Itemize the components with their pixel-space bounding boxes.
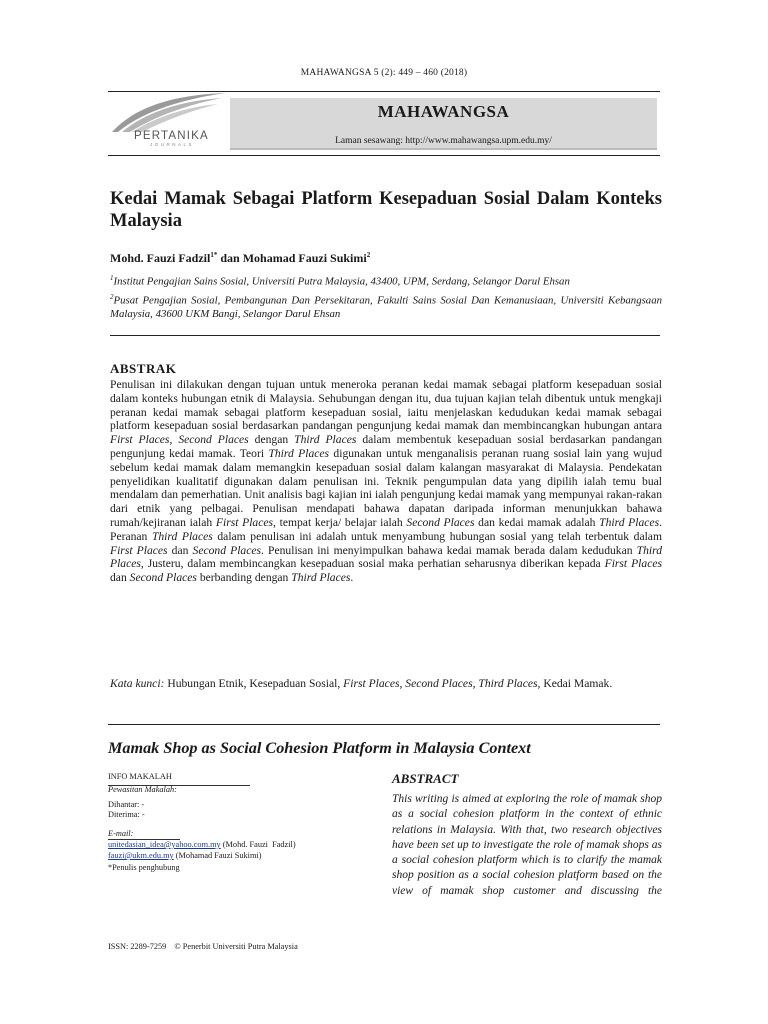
abstrak-segment: dengan (248, 433, 295, 447)
abstrak-body (110, 378, 662, 585)
diterima-date: Diterima: - (108, 810, 145, 819)
logo-wordmark: PERTANIKA (134, 130, 209, 142)
kata-kunci-segment: , (472, 677, 479, 690)
header-bottom-rule (108, 155, 660, 156)
abstrak-segment: Third Places (151, 529, 213, 543)
abstrak-segment: Second Places (129, 571, 197, 585)
abstrak-segment: . (350, 571, 354, 585)
journal-website: Laman sesawang: http://www.mahawangsa.upm.edu.my/ (335, 136, 552, 146)
abstrak-segment: Third Places (291, 571, 351, 585)
affiliation-1 (110, 272, 662, 289)
abstrak-segment: First Places (110, 543, 168, 557)
author-2-mark: 2 (366, 251, 371, 259)
info-heading: INFO MAKALAH (108, 772, 172, 781)
abstrak-segment: dalam penulisan ini adalah untuk menyambung hubungan sosial yang telah terbentuk dalam (212, 529, 662, 543)
author-connector: dan (217, 251, 243, 265)
email-link-2[interactable]: fauzi@ukm.edu.my (108, 851, 174, 860)
footer (108, 942, 298, 951)
abstrak-segment: . Penulisan ini menyimpulkan bahawa kedai mamak berada dalam kedudukan (261, 543, 637, 557)
abstrak-segment: dan kedai mamak adalah (474, 515, 600, 529)
author-1: Mohd. Fauzi Fadzil (110, 251, 211, 265)
kata-kunci-segment: Third Places (478, 677, 538, 690)
abstrak-segment: digunakan untuk menganalisis peranan ruang sosial lain yang wujud sebelum kedai mamak dalam memangkin kesepaduan sosial dalam kalangan masyarakat di Malaysia. Pendekatan penyelidikan kualitatif digunakan dalam penulisan ini. Teknik pengumpulan data yang dipilih ialah temu bual mendalam dan pemerhatian. Unit analisis bagi kajian ini ialah pengunjung kedai mamak yang mempunyai rakan-rakan dari etnik yang pelbagai. Penulisan mendapati bahawa dapatan daripada informan menunjukkan bahawa rumah/kejiranan ialah (110, 446, 662, 529)
dihantar-date: Dihantar: - (108, 800, 145, 809)
email-link-1[interactable]: unitedasian_idea@yahoo.com.my (108, 840, 221, 849)
abstrak-segment: First Places (110, 433, 170, 447)
author-1-mark: 1* (210, 251, 218, 259)
abstrak-segment: , (169, 433, 179, 447)
affiliation-2 (110, 291, 662, 322)
kata-kunci-segment: Hubungan Etnik, Kesepaduan Sosial, (164, 677, 344, 690)
abstrak-segment: , Justeru, dalam membincangkan kesepaduan sosial maka perhatian seharusnya diberikan kepada (140, 557, 605, 571)
abstrak-heading: ABSTRAK (110, 361, 177, 376)
abstrak-segment: First Places (215, 515, 274, 529)
abstrak-segment: Second Places (406, 515, 475, 529)
abstrak-segment: Second Places (178, 433, 249, 447)
author-2: Mohamad Fauzi Sukimi (242, 251, 367, 265)
affiliation-2-text: Pusat Pengajian Sosial, Pembangunan Dan Persekitaran, Fakulti Sains Sosial Dan Kemanusiaan, Universiti Kebangsaan Malaysia, 43600 UKM Bangi, Selangor Darul Ehsan (110, 294, 662, 321)
email-entry-1 (108, 840, 296, 851)
kata-kunci-label: Kata kunci: (110, 677, 165, 690)
copyright: © Penerbit Universiti Putra Malaysia (174, 942, 298, 951)
affiliation-rule (110, 335, 660, 336)
abstrak-segment: Third Places (599, 515, 660, 529)
abstract-body: This writing is aimed at exploring the role of mamak shop as a social cohesion platform in the context of ethnic relations in Malaysia. With that, two research objectives have been set up to investigate the role of mamak shops as a social cohesion platform which is to clarify the mamak shop position as a social cohesion platform based on the view of mamak shop customer and discussing the (392, 793, 662, 897)
keywords-rule (108, 724, 660, 725)
abstrak-segment: dalam membentuk kesepaduan sosial berdasarkan pandangan pengunjung kedai mamak. Teori (110, 433, 663, 460)
journal-citation: MAHAWANGSA 5 (2): 449 – 460 (2018) (300, 68, 468, 78)
pertanika-logo (108, 92, 230, 150)
abstrak-segment: First Places (604, 557, 662, 571)
abstrak-segment: berbanding dengan (196, 571, 292, 585)
pewasitan-label: Pewasitan Makalah: (108, 785, 177, 794)
email-owner-2: (Mohamad Fauzi Sukimi) (173, 851, 262, 860)
kata-kunci-segment: Second Places (405, 677, 473, 690)
abstrak-segment: Penulisan ini dilakukan dengan tujuan untuk meneroka peranan kedai mamak sebagai platform kesepaduan sosial dalam konteks hubungan etnik di Malaysia. Sehubungan dengan itu, dua tujuan kajian telah dibentuk untuk mengkaji peranan kedai mamak sebagai platform kesepaduan sosial, iaitu menjelaskan kedudukan kedai mamak sebagai platform kesepaduan sosial berdasarkan pandangan pengunjung kedai mamak dan membincangkan hubungan antara (110, 378, 662, 433)
email-owner-1: (Mohd. Fauzi Fadzil) (220, 840, 296, 849)
english-title: Mamak Shop as Social Cohesion Platform in Malaysia Context (108, 739, 531, 757)
pertanika-swoosh-icon (108, 92, 230, 132)
corresponding-author-note: *Penulis penghubung (108, 863, 180, 872)
abstrak-segment: dan (110, 571, 130, 585)
abstrak-segment: Second Places (192, 543, 262, 557)
issn: ISSN: 2289-7259 (108, 942, 167, 951)
abstract-heading: ABSTRACT (392, 771, 459, 786)
journal-name: MAHAWANGSA (377, 102, 510, 121)
abstrak-segment: Third Places (294, 433, 357, 447)
paper-title: Kedai Mamak Sebagai Platform Kesepaduan Sosial Dalam Konteks Malaysia (110, 189, 662, 231)
abstrak-segment: dan (167, 543, 193, 557)
kata-kunci (110, 677, 662, 691)
kata-kunci-segment: , Kedai Mamak. (537, 677, 613, 690)
email-label: E-mail: (108, 829, 134, 838)
abstrak-segment: Third Places (268, 446, 330, 460)
journal-header-box (230, 98, 657, 150)
author-line (110, 251, 370, 266)
email-entry-2 (108, 851, 262, 862)
logo-subtext: JOURNALS (150, 142, 195, 147)
abstrak-segment: . Peranan (110, 515, 662, 543)
kata-kunci-segment: First Places (343, 677, 400, 690)
abstrak-segment: , tempat kerja/ belajar ialah (273, 515, 407, 529)
affiliation-1-text: Institut Pengajian Sains Sosial, Universiti Putra Malaysia, 43400, UPM, Serdang, Selangor Darul Ehsan (113, 275, 570, 288)
affiliation-1-mark: 1 (110, 274, 114, 282)
affiliation-2-mark: 2 (110, 293, 114, 301)
kata-kunci-segment: , (399, 677, 406, 690)
abstrak-segment: Third Places (110, 543, 662, 571)
